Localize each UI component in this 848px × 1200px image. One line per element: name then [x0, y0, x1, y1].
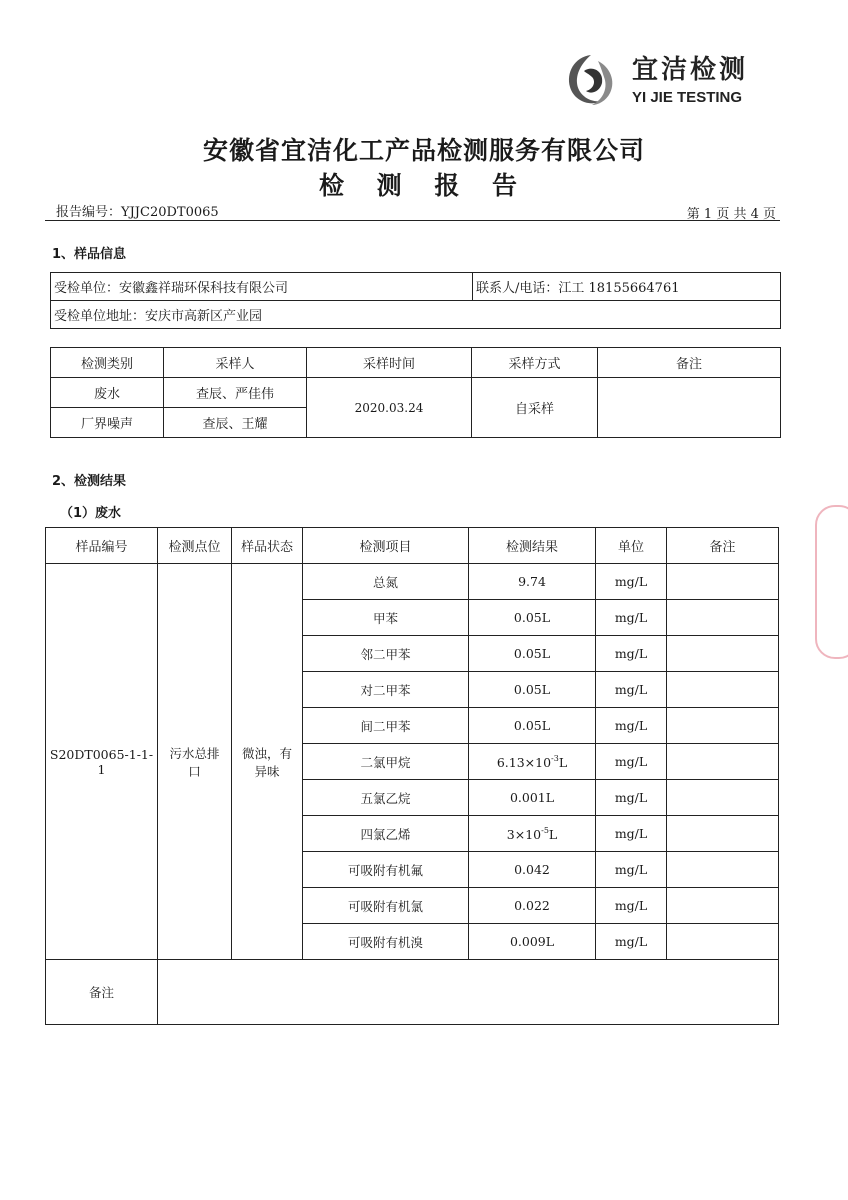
remark-cell — [667, 780, 779, 816]
remark-value-cell — [158, 960, 779, 1025]
unit-cell: mg/L — [596, 708, 667, 744]
remark-cell — [667, 888, 779, 924]
result-base: 6.13×10 — [496, 754, 552, 770]
result-cell — [469, 744, 596, 780]
unit-cell: mg/L — [596, 888, 667, 924]
result-cell: 0.05L — [469, 672, 596, 708]
remark-cell — [667, 564, 779, 600]
result-cell: 0.05L — [469, 708, 596, 744]
sampling-method-cell: 自采样 — [472, 378, 598, 438]
header-cell: 备注 — [598, 348, 781, 378]
remark-cell — [667, 672, 779, 708]
result-cell: 0.009L — [469, 924, 596, 960]
company-logo — [562, 45, 782, 120]
header-cell: 检测点位 — [158, 528, 232, 564]
unit-cell: mg/L — [596, 852, 667, 888]
section-sample-info-title: 1、样品信息 — [52, 247, 127, 262]
remark-cell — [667, 708, 779, 744]
client-info-table — [50, 272, 781, 329]
unit-cell: mg/L — [596, 744, 667, 780]
result-cell: 0.001L — [469, 780, 596, 816]
result-exponent: -5 — [541, 825, 549, 835]
item-cell: 间二甲苯 — [303, 708, 469, 744]
table-row — [46, 564, 779, 600]
item-cell: 邻二甲苯 — [303, 636, 469, 672]
category-cell: 废水 — [51, 378, 164, 408]
header-cell: 备注 — [667, 528, 779, 564]
sample-state-cell: 微浊，有异味 — [232, 564, 303, 960]
unit-cell: mg/L — [596, 564, 667, 600]
sampling-remark-cell — [598, 378, 781, 438]
item-cell: 对二甲苯 — [303, 672, 469, 708]
header-cell: 采样时间 — [307, 348, 472, 378]
result-cell: 0.05L — [469, 600, 596, 636]
client-contact: 联系人/电话：江工 18155664761 — [473, 273, 781, 301]
result-suffix: L — [548, 826, 558, 842]
result-cell: 9.74 — [469, 564, 596, 600]
result-cell: 0.042 — [469, 852, 596, 888]
wastewater-results-table — [45, 527, 779, 1025]
result-cell: 0.022 — [469, 888, 596, 924]
unit-cell: mg/L — [596, 672, 667, 708]
client-address: 受检单位地址：安庆市高新区产业园 — [51, 301, 781, 329]
item-cell: 可吸附有机氟 — [303, 852, 469, 888]
logo-cn-text: 宜洁检测 — [632, 55, 749, 85]
item-cell: 甲苯 — [303, 600, 469, 636]
unit-cell: mg/L — [596, 816, 667, 852]
sample-id-cell: S20DT0065-1-1-1 — [46, 564, 158, 960]
header-cell: 检测结果 — [469, 528, 596, 564]
result-base: 3×10 — [506, 826, 542, 842]
item-cell: 二氯甲烷 — [303, 744, 469, 780]
header-cell: 单位 — [596, 528, 667, 564]
unit-cell: mg/L — [596, 780, 667, 816]
header-cell: 采样方式 — [472, 348, 598, 378]
remark-cell — [667, 744, 779, 780]
logo-swirl-icon — [562, 51, 620, 109]
header-cell: 采样人 — [164, 348, 307, 378]
sampler-cell: 查辰、严佳伟 — [164, 378, 307, 408]
section-results-title: 2、检测结果 — [52, 474, 127, 489]
remark-cell — [667, 852, 779, 888]
result-cell — [469, 816, 596, 852]
company-title: 安徽省宜洁化工产品检测服务有限公司 — [202, 136, 645, 165]
item-cell: 总氮 — [303, 564, 469, 600]
page-number: 第 1 页 共 4 页 — [686, 207, 776, 222]
remark-cell — [667, 816, 779, 852]
logo-en-text: YI JIE TESTING — [632, 89, 743, 106]
header-cell: 检测类别 — [51, 348, 164, 378]
sampling-table — [50, 347, 781, 438]
item-cell: 五氯乙烷 — [303, 780, 469, 816]
header-cell: 检测项目 — [303, 528, 469, 564]
remark-cell — [667, 600, 779, 636]
seal-stamp-edge — [815, 505, 848, 659]
subsection-wastewater-title: （1）废水 — [60, 506, 122, 521]
result-exponent: -3 — [551, 753, 559, 763]
result-cell: 0.05L — [469, 636, 596, 672]
item-cell: 可吸附有机氯 — [303, 888, 469, 924]
item-cell: 可吸附有机溴 — [303, 924, 469, 960]
remark-cell — [667, 636, 779, 672]
sampling-time-cell: 2020.03.24 — [307, 378, 472, 438]
header-cell: 样品编号 — [46, 528, 158, 564]
category-cell: 厂界噪声 — [51, 408, 164, 438]
unit-cell: mg/L — [596, 924, 667, 960]
remark-label-cell: 备注 — [46, 960, 158, 1025]
client-unit: 受检单位：安徽鑫祥瑞环保科技有限公司 — [51, 273, 473, 301]
unit-cell: mg/L — [596, 600, 667, 636]
report-number: 报告编号：YJJC20DT0065 — [56, 205, 219, 220]
remark-cell — [667, 924, 779, 960]
unit-cell: mg/L — [596, 636, 667, 672]
item-cell: 四氯乙烯 — [303, 816, 469, 852]
report-title: 检 测 报 告 — [318, 171, 530, 200]
sampling-point-cell: 污水总排口 — [158, 564, 232, 960]
header-divider — [45, 220, 780, 221]
result-suffix: L — [558, 754, 568, 770]
sampler-cell: 查辰、王耀 — [164, 408, 307, 438]
header-cell: 样品状态 — [232, 528, 303, 564]
